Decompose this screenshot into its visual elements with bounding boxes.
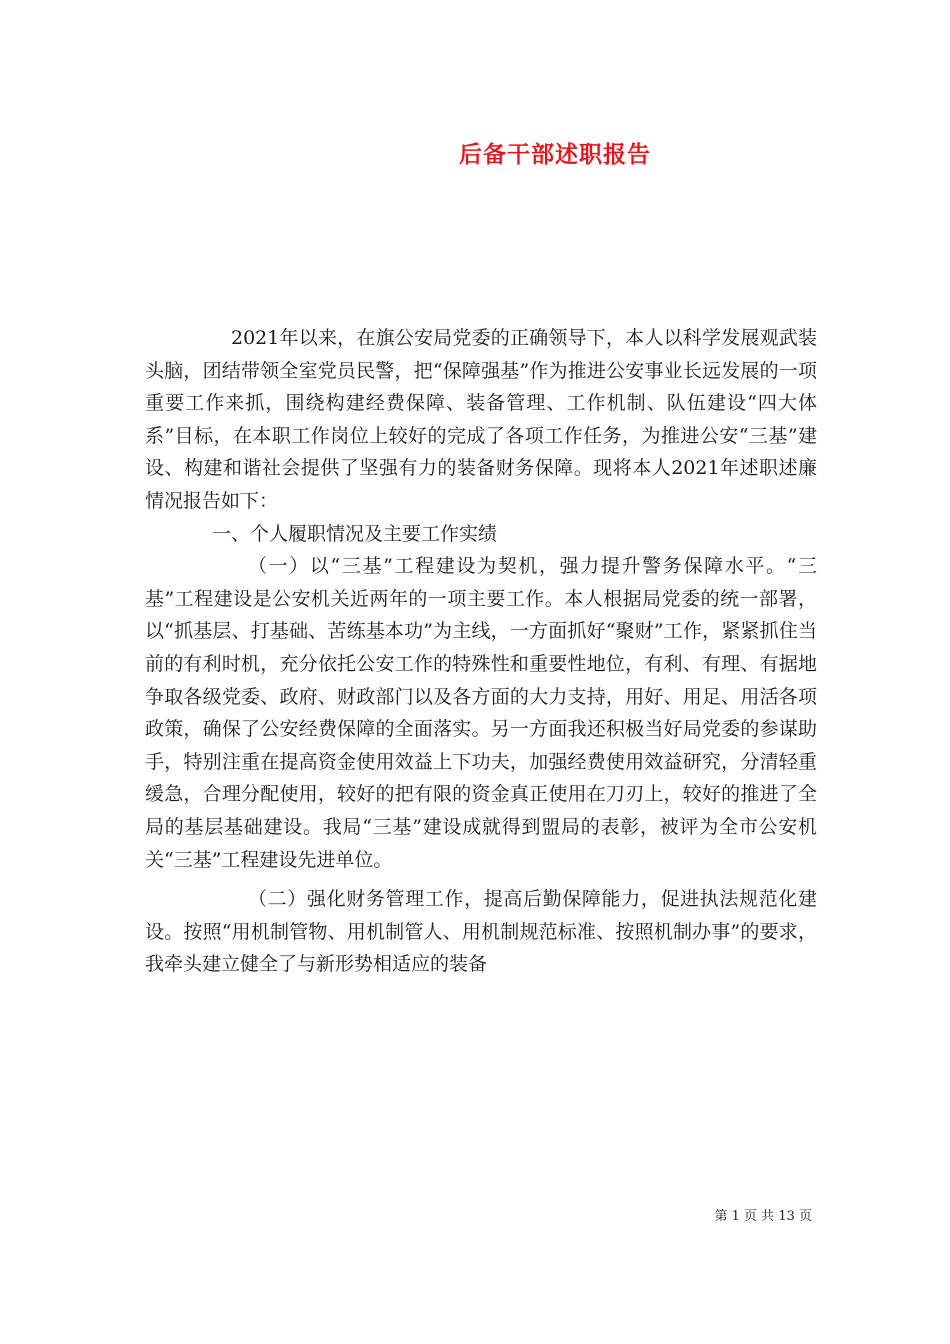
document-body (145, 322, 817, 981)
section-heading: 一、个人履职情况及主要工作实绩 (212, 522, 498, 545)
subsection-paragraph-2: （二）强化财务管理工作，提高后勤保障能力，促进执法规范化建设。按照“用机制管物、用机制管人、用机制规范标准、按照机制办事”的要求，我牵头建立健全了与新形势相适应的装备 (145, 888, 817, 976)
page-number: 第 1 页 共 13 页 (714, 1209, 812, 1224)
intro-paragraph: 2021年以来，在旗公安局党委的正确领导下，本人以科学发展观武装头脑，团结带领全室党员民警，把“保障强基”作为推进公安事业长远发展的一项重要工作来抓，围绕构建经费保障、装备管理、工作机制、队伍建设“四大体系”目标，在本职工作岗位上较好的完成了各项工作任务，为推进公安“三基”建设、构建和谐社会提供了坚强有力的装备财务保障。现将本人2021年述职述廉情况报告如下： (145, 327, 817, 512)
subsection-paragraph-1: （一）以“三基”工程建设为契机，强力提升警务保障水平。“三基”工程建设是公安机关近两年的一项主要工作。本人根据局党委的统一部署，以“抓基层、打基础、苦练基本功”为主线，一方面抓好“聚财”工作，紧紧抓住当前的有利时机，充分依托公安工作的特殊性和重要性地位，有利、有理、有据地争取各级党委、政府、财政部门以及各方面的大力支持，用好、用足、用活各项政策，确保了公安经费保障的全面落实。另一方面我还积极当好局党委的参谋助手，特别注重在提高资金使用效益上下功夫，加强经费使用效益研究，分清轻重缓急，合理分配使用，较好的把有限的资金真正使用在刀刃上，较好的推进了全局的基层基础建设。我局“三基”建设成就得到盟局的表彰，被评为全市公安机关“三基”工程建设先进单位。 (145, 555, 817, 871)
document-title: 后备干部述职报告 (459, 142, 651, 168)
